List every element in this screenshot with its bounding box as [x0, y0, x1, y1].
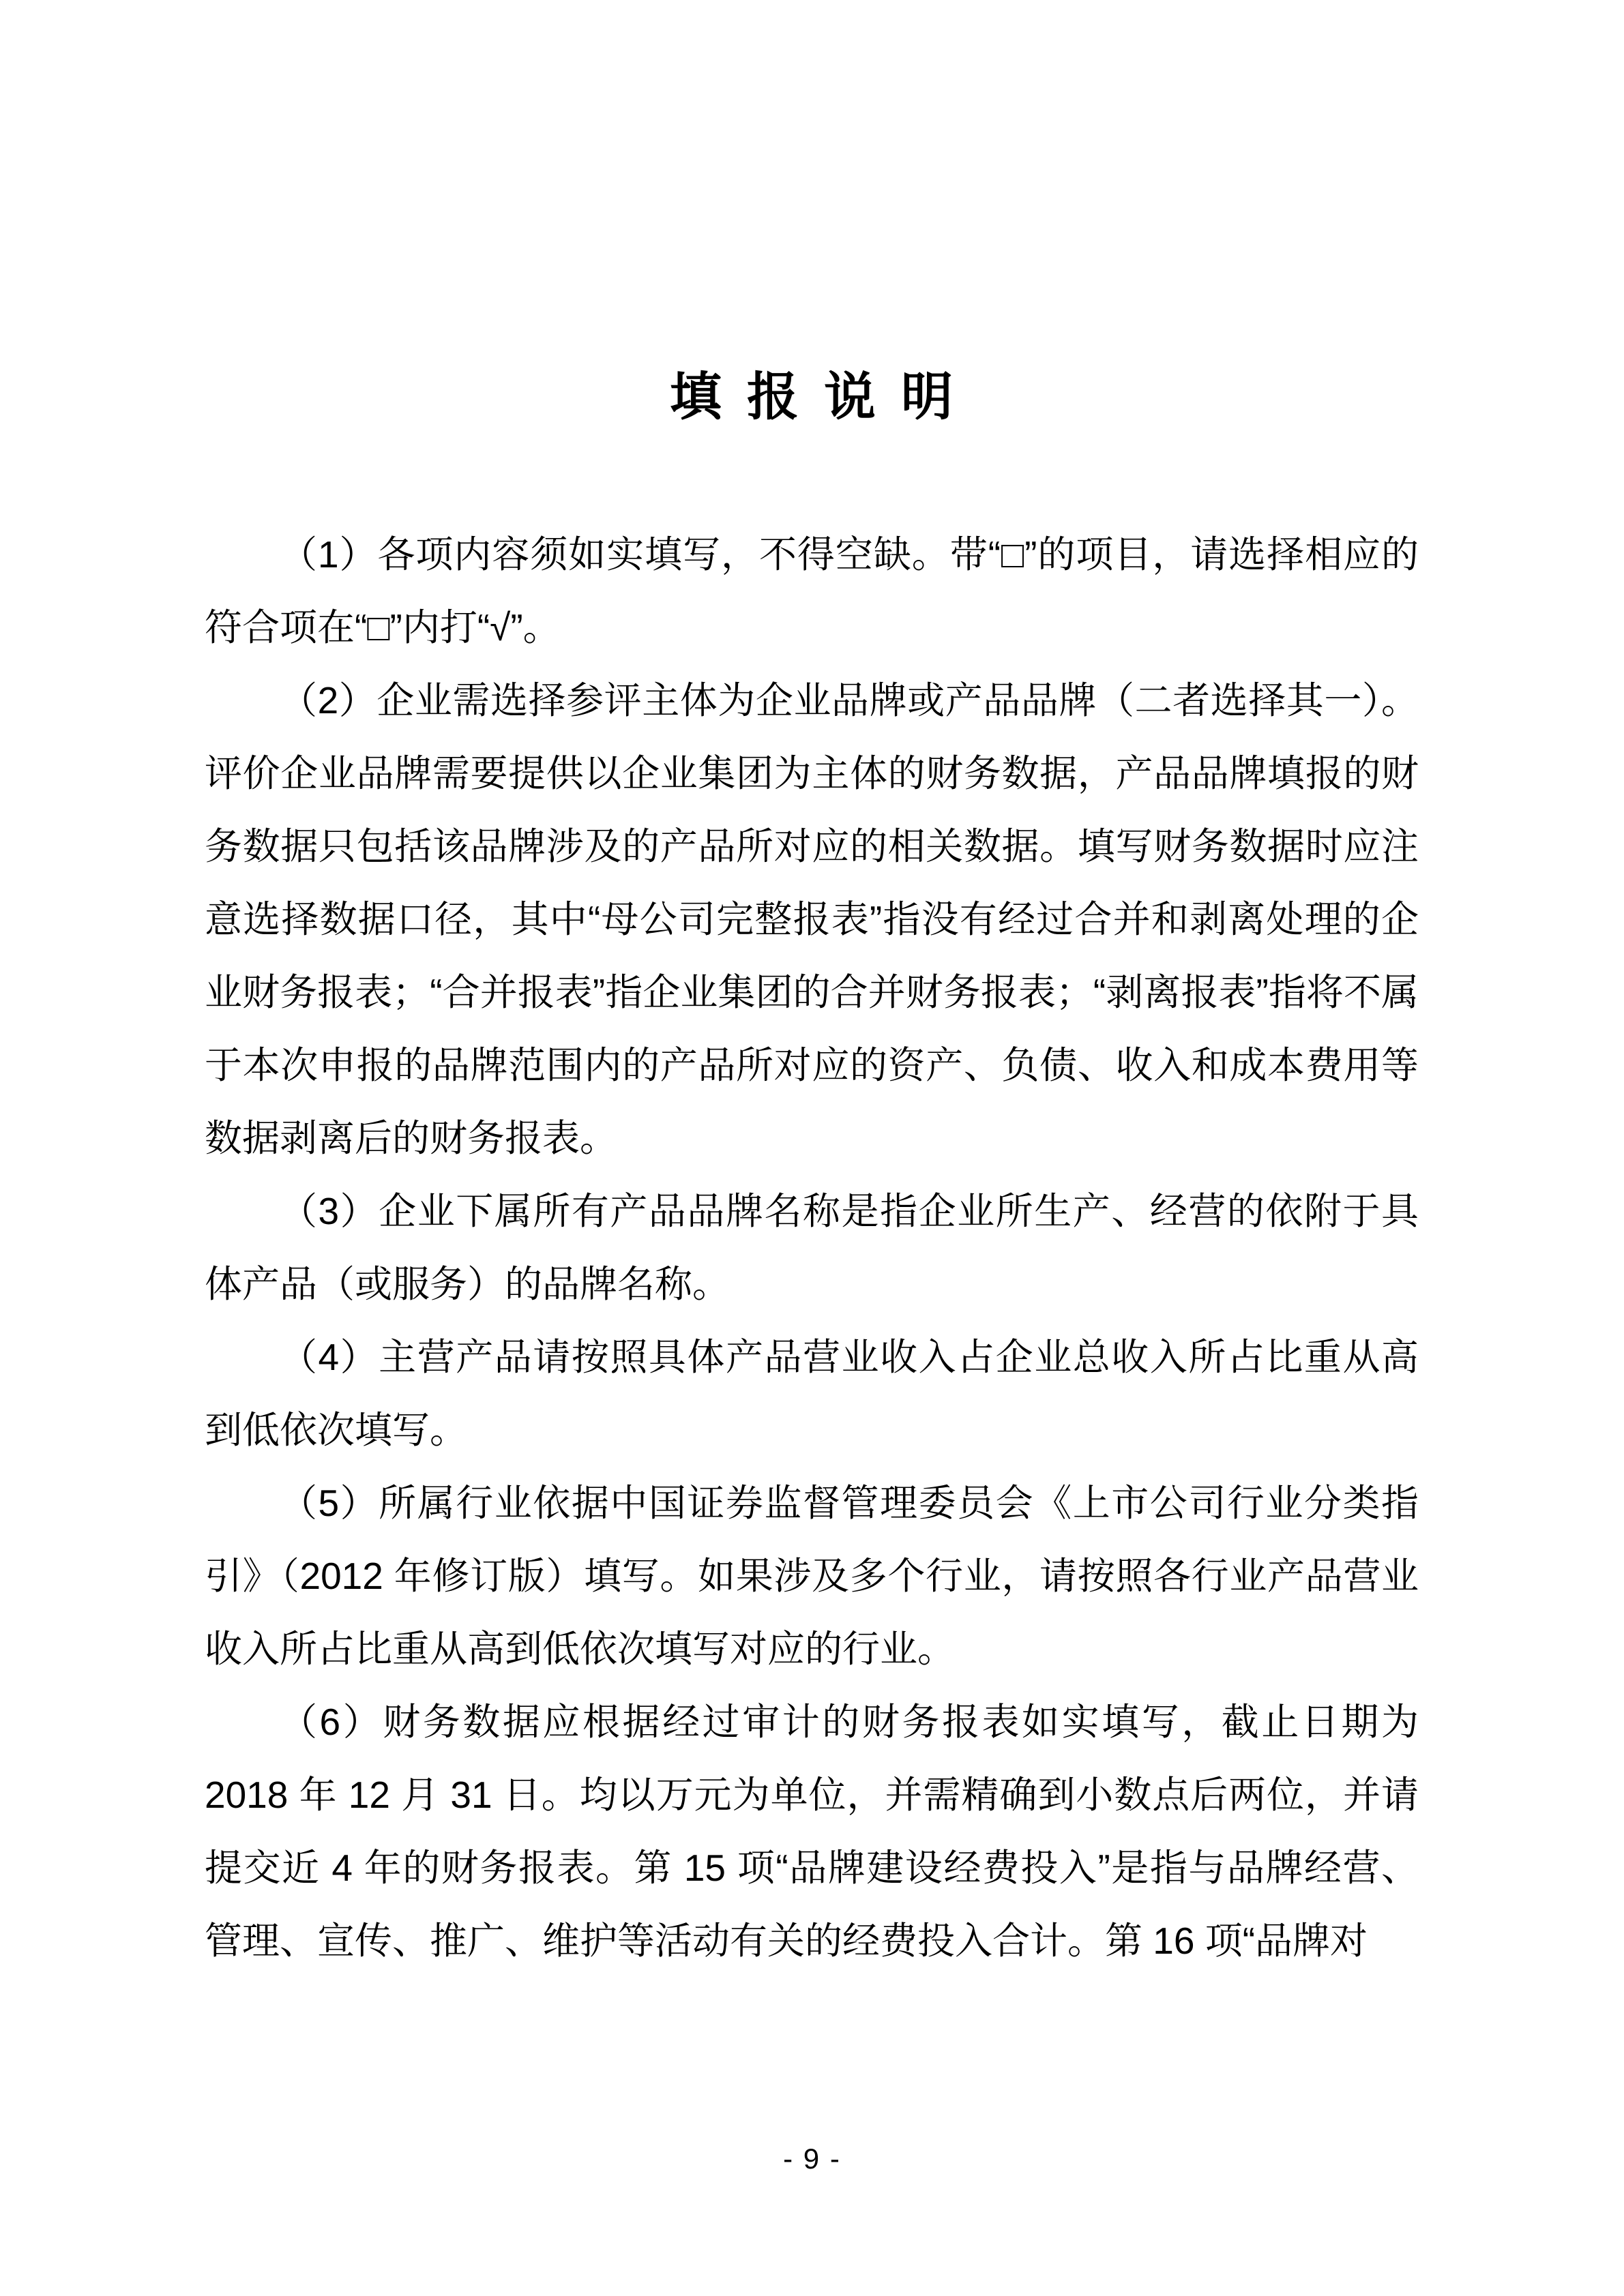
paragraph-2: （2）企业需选择参评主体为企业品牌或产品品牌（二者选择其一）。评价企业品牌需要提供以企业集团为主体的财务数据，产品品牌填报的财务数据只包括该品牌涉及的产品所对应的相关数据。填写财务数据时应注意选择数据口径，其中“母公司完整报表”指没有经过合并和剥离处理的企业财务报表；“合并报表”指企业集团的合并财务报表；“剥离报表”指将不属于本次申报的品牌范围内的产品所对应的资产、负债、收入和成本费用等数据剥离后的财务报表。 — [205, 679, 1419, 1159]
paragraph-1: （1）各项内容须如实填写，不得空缺。带“□”的项目，请选择相应的符合项在“□”内打“√”。 — [205, 533, 1419, 648]
document-body — [205, 518, 1419, 1978]
paragraph-5: （5）所属行业依据中国证券监督管理委员会《上市公司行业分类指引》（2012 年修订版）填写。如果涉及多个行业，请按照各行业产品营业收入所占比重从高到低依次填写对应的行业。 — [205, 1482, 1419, 1670]
paragraph-6: （6）财务数据应根据经过审计的财务报表如实填写，截止日期为 2018 年 12 月 31 日。均以万元为单位，并需精确到小数点后两位，并请提交近 4 年的财务报表。第 15 项“品牌建设经费投入”是指与品牌经营、管理、宣传、推广、维护等活动有关的经费投入合计。第 16 项“品牌对 — [205, 1701, 1419, 1962]
page-title: 填 报 说 明 — [670, 369, 954, 426]
paragraph-4: （4）主营产品请按照具体产品营业收入占企业总收入所占比重从高到低依次填写。 — [205, 1336, 1419, 1451]
page-number: - 9 - — [783, 2143, 841, 2175]
page-footer — [0, 2143, 1624, 2175]
paragraph-3: （3）企业下属所有产品品牌名称是指企业所生产、经营的依附于具体产品（或服务）的品牌名称。 — [205, 1190, 1419, 1305]
